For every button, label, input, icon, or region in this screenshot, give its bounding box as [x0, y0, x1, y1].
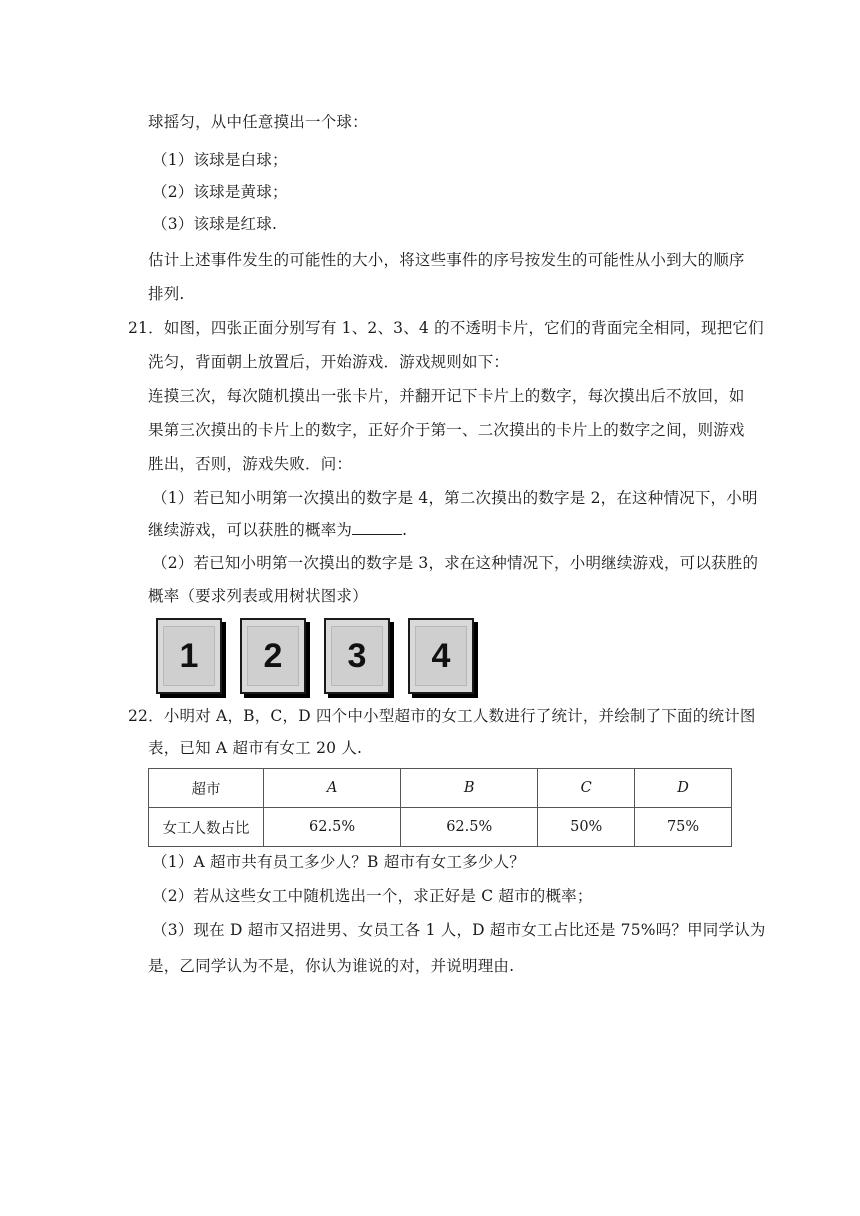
text-line: 估计上述事件发生的可能性的大小，将这些事件的序号按发生的可能性从小到大的顺序 — [148, 251, 745, 269]
text-line: （3）该球是红球. — [152, 215, 278, 233]
table-cell: A — [264, 769, 401, 808]
text-line: 排列. — [148, 285, 185, 303]
question-21-heading: 21．如图，四张正面分别写有 1、2、3、4 的不透明卡片，它们的背面完全相同，现把它们 — [128, 319, 764, 337]
table-cell: 62.5% — [401, 808, 538, 847]
text-line: 胜出，否则，游戏失败．问： — [148, 455, 353, 473]
number-card — [324, 618, 390, 694]
text-line: （2）若已知小明第一次摸出的数字是 3，求在这种情况下，小明继续游戏，可以获胜的 — [152, 554, 759, 572]
text-line: （2）若从这些女工中随机选出一个，求正好是 C 超市的概率； — [152, 887, 593, 905]
text-line: 球摇匀，从中任意摸出一个球： — [148, 113, 368, 131]
text-line: 连摸三次，每次随机摸出一张卡片，并翻开记下卡片上的数字，每次摸出后不放回，如 — [148, 387, 745, 405]
table-cell: D — [635, 769, 732, 808]
table-cell: 75% — [635, 808, 732, 847]
text-line: 果第三次摸出的卡片上的数字，正好介于第一、二次摸出的卡片上的数字之间，则游戏 — [148, 421, 745, 439]
text-line: 是，乙同学认为不是，你认为谁说的对，并说明理由. — [148, 957, 515, 975]
text-line: 概率（要求列表或用树状图求） — [148, 587, 368, 605]
table-row — [149, 808, 732, 847]
table-cell: 超市 — [149, 769, 264, 808]
table-cell: B — [401, 769, 538, 808]
card-number: 4 — [415, 626, 467, 686]
table-cell: 50% — [538, 808, 635, 847]
text-line: 表，已知 A 超市有女工 20 人. — [148, 739, 363, 757]
text-line: （1）若已知小明第一次摸出的数字是 4，第二次摸出的数字是 2，在这种情况下，小明 — [152, 489, 758, 507]
answer-blank — [352, 520, 402, 535]
card-number: 2 — [247, 626, 299, 686]
text-line: （1）该球是白球； — [152, 151, 288, 169]
table-cell: C — [538, 769, 635, 808]
text-line — [148, 520, 407, 540]
number-cards-figure — [154, 618, 474, 692]
number-card — [408, 618, 474, 694]
question-22-heading: 22．小明对 A，B，C，D 四个中小型超市的女工人数进行了统计，并绘制了下面的统计图 — [128, 707, 756, 725]
text-span: . — [402, 521, 408, 539]
text-span: 继续游戏，可以获胜的概率为 — [148, 521, 353, 539]
number-card — [240, 618, 306, 694]
text-line: （1）A 超市共有员工多少人？B 超市有女工多少人？ — [152, 853, 526, 871]
card-number: 3 — [331, 626, 383, 686]
text-line: （2）该球是黄球； — [152, 183, 288, 201]
number-card — [156, 618, 222, 694]
card-number: 1 — [163, 626, 215, 686]
text-line: 洗匀，背面朝上放置后，开始游戏．游戏规则如下： — [148, 353, 510, 371]
table-cell: 62.5% — [264, 808, 401, 847]
stats-table — [148, 768, 732, 847]
table-cell: 女工人数占比 — [149, 808, 264, 847]
table-header-row — [149, 769, 732, 808]
text-line: （3）现在 D 超市又招进男、女员工各 1 人，D 超市女工占比还是 75%吗？甲同学认为 — [152, 921, 766, 939]
